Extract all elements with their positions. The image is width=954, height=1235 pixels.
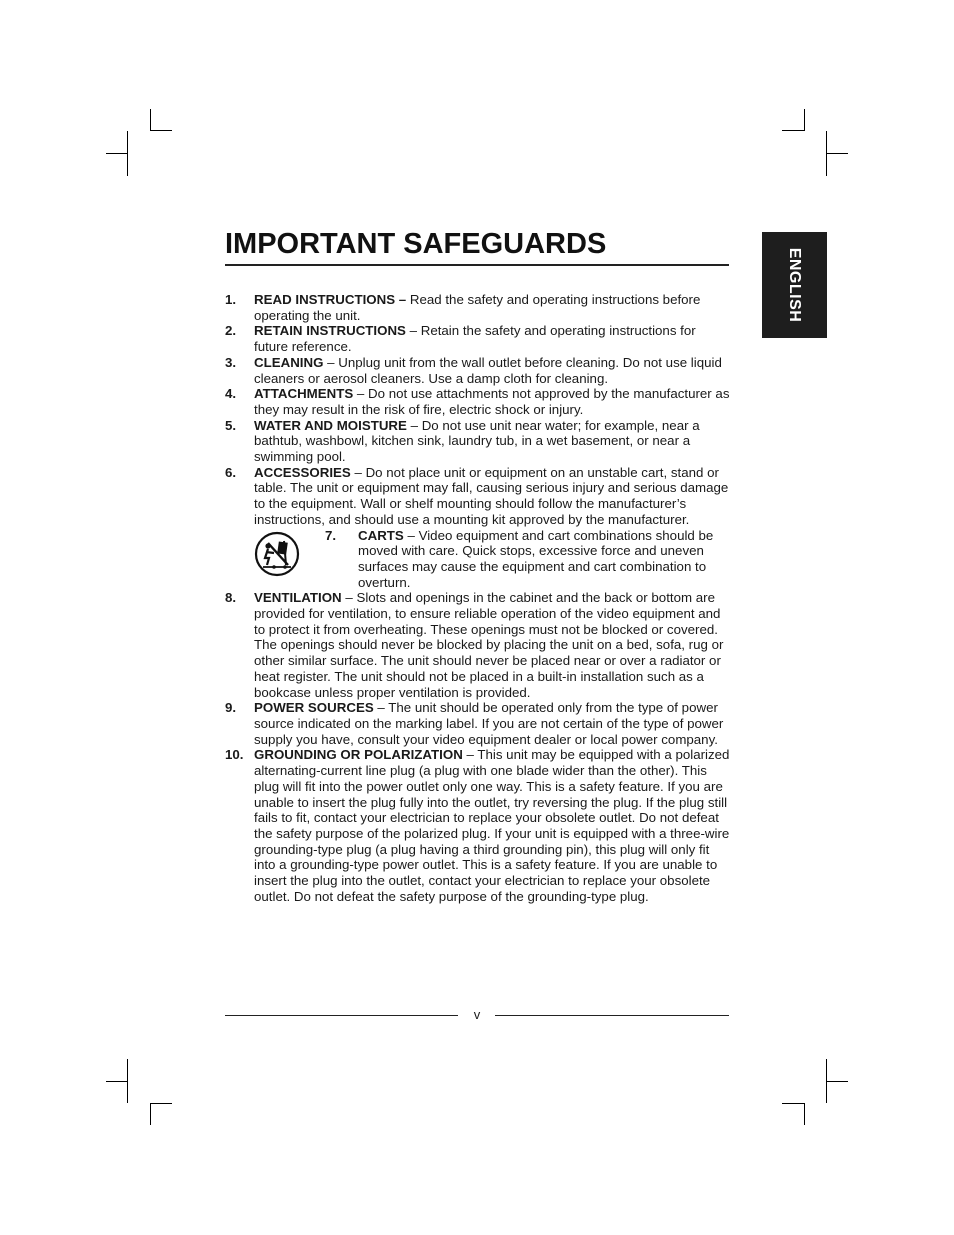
list-item: [225, 355, 731, 386]
footer-rule-left: [225, 1015, 458, 1016]
list-item: [225, 292, 731, 323]
list-item: [225, 747, 731, 904]
item-heading: ATTACHMENTS: [254, 386, 354, 402]
item-heading: RETAIN INSTRUCTIONS: [254, 323, 406, 339]
item-text: – Retain the safety and operating instructions for future reference.: [254, 323, 696, 355]
item-number: 7.: [325, 527, 337, 543]
list-item: [225, 590, 731, 700]
list-item: [225, 386, 731, 417]
footer-rule-right: [495, 1015, 729, 1016]
item-heading: POWER SOURCES: [254, 700, 374, 716]
item-number: 6.: [225, 464, 237, 480]
item-number: 4.: [225, 386, 237, 402]
cart-tip-over-warning-icon: [254, 531, 300, 577]
item-text: – Unplug unit from the wall outlet before cleaning. Do not use liquid cleaners or aerosol cleaners. Use a damp cloth for cleaning.: [254, 354, 722, 386]
item-heading: READ INSTRUCTIONS –: [254, 292, 407, 307]
item-heading: CARTS: [358, 527, 404, 543]
list-item: [225, 323, 731, 354]
item-text: – Slots and openings in the cabinet and the back or bottom are provided for ventilation, to ensure reliable operation of the video equipment and to protect it from overheating. These openings must not be blocked or covered. The openings should never be blocked by placing the unit on a bed, sofa, rug or other similar surface. The unit should never be placed near or over a radiator or heat register. The unit should not be placed in a built-in installation such as a bookcase unless proper ventilation is provided.: [254, 590, 724, 700]
item-text: – Video equipment and cart combinations should be moved with care. Quick stops, excessive force and uneven surfaces may cause the equipment and cart combination to overturn.: [358, 527, 714, 590]
item-text: – Do not use attachments not approved by the manufacturer as they may result in the risk of fire, electric shock or injury.: [254, 386, 730, 417]
item-heading: VENTILATION: [254, 590, 342, 606]
page-number: v: [473, 1007, 481, 1022]
item-text: – Do not use unit near water; for example, near a bathtub, washbowl, kitchen sink, laundry tub, in a wet basement, or near a swimming pool.: [254, 417, 700, 465]
list-item: [225, 418, 731, 465]
item-heading: CLEANING: [254, 354, 324, 370]
item-heading: GROUNDING OR POLARIZATION: [254, 747, 463, 763]
item-text: – Do not place unit or equipment on an unstable cart, stand or table. The unit or equipment may fall, causing serious injury and serious damage to the equipment. Wall or shelf mounting should follow the manufacturer’s instructions, and should use a mounting kit approved by the manufacturer.: [254, 464, 729, 527]
item-number: 1.: [225, 292, 237, 307]
item-number: 8.: [225, 590, 237, 606]
item-text: – The unit should be operated only from the type of power source indicated on the marking label. If you are not certain of the type of power supply you have, consult your video equipment dealer or local power company.: [254, 700, 724, 747]
item-number: 5.: [225, 417, 237, 433]
title-underline: [225, 264, 729, 266]
item-number: 2.: [225, 323, 237, 339]
item-text: Read the safety and operating instructions before operating the unit.: [254, 292, 701, 323]
item-heading: ACCESSORIES: [254, 464, 351, 480]
language-tab-label: ENGLISH: [786, 247, 803, 323]
item-text: – This unit may be equipped with a polarized alternating-current line plug (a plug with one blade wider than the other). This plug will fit into the power outlet only one way. This is a safety feature. If you are unable to insert the plug fully into the outlet, try reversing the plug. If the plug still fails to fit, contact your electrician to replace your obsolete outlet. Do not defeat the safety purpose of the polarized plug. If your unit is equipped with a three-wire grounding-type plug (a plug having a third grounding pin), this plug will only fit into a grounding-type power outlet. This is a safety feature. If you are unable to insert the plug into the outlet, contact your electrician to replace your obsolete outlet. Do not defeat the safety purpose of the grounding-type plug.: [254, 747, 730, 904]
list-item-carts: [225, 528, 731, 591]
item-heading: WATER AND MOISTURE: [254, 417, 407, 433]
list-item: [225, 465, 731, 528]
page-title: IMPORTANT SAFEGUARDS: [225, 228, 607, 260]
item-number: 10.: [225, 747, 244, 763]
language-tab: [762, 232, 827, 338]
item-number: 3.: [225, 354, 237, 370]
list-item: [225, 700, 731, 747]
safeguards-list: [225, 292, 731, 904]
item-number: 9.: [225, 700, 237, 716]
